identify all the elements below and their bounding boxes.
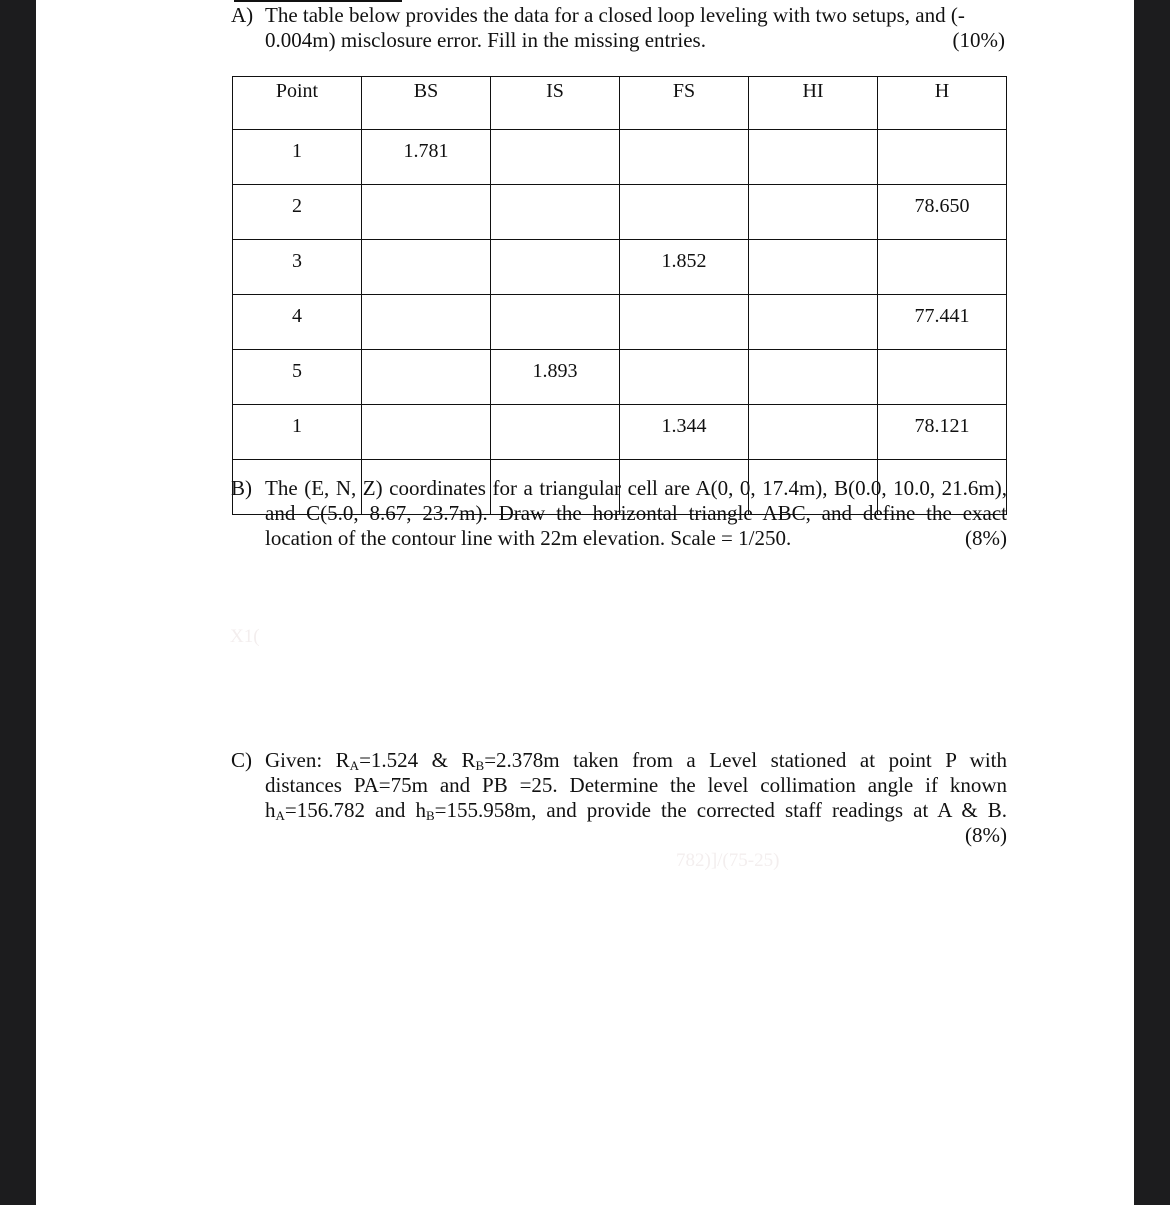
table-cell xyxy=(362,185,491,240)
faint-bleed-text: 782)]/(75-25) xyxy=(676,850,780,871)
table-cell xyxy=(878,240,1007,295)
table-cell: 78.650 xyxy=(878,185,1007,240)
table-cell xyxy=(491,240,620,295)
table-cell xyxy=(749,295,878,350)
table-cell: 1 xyxy=(233,130,362,185)
table-cell xyxy=(749,405,878,460)
table-cell xyxy=(491,295,620,350)
table-row xyxy=(233,295,1007,350)
table-cell xyxy=(362,350,491,405)
table-cell xyxy=(878,350,1007,405)
table-row xyxy=(233,405,1007,460)
table-cell: 1.852 xyxy=(620,240,749,295)
header-bs: BS xyxy=(362,77,491,130)
table-cell xyxy=(749,240,878,295)
table-cell xyxy=(362,240,491,295)
table-cell xyxy=(620,350,749,405)
table-cell: 1.344 xyxy=(620,405,749,460)
part-c-label: C) xyxy=(231,748,252,772)
part-c-line-3: $h_A=156.782$ and $h_B=155.958m$, and provide the corrected staff readings at A & B. xyxy=(265,798,1007,823)
header-fs: FS xyxy=(620,77,749,130)
header-point: Point xyxy=(233,77,362,130)
table-cell xyxy=(362,295,491,350)
part-c-percent: (8%) xyxy=(965,823,1007,847)
table-row xyxy=(233,130,1007,185)
header-rule xyxy=(234,0,402,2)
table-cell xyxy=(620,295,749,350)
header-h: H xyxy=(878,77,1007,130)
part-a-question xyxy=(231,3,1005,53)
part-b-line-1: The (E, N, Z) coordinates for a triangular cell are A(0, 0, 17.4m), B(0.0, 10.0, 21.6m), xyxy=(265,476,1007,500)
table-cell xyxy=(878,130,1007,185)
table-cell xyxy=(491,130,620,185)
table-row xyxy=(233,185,1007,240)
table-header-row xyxy=(233,77,1007,130)
part-b-label: B) xyxy=(231,476,252,500)
part-a-percent: (10%) xyxy=(952,28,1005,52)
part-c-question xyxy=(231,748,1007,847)
table-cell xyxy=(362,405,491,460)
part-b-line-2: and C(5.0, 8.67, 23.7m). Draw the horizontal triangle ABC, and define the exact xyxy=(265,501,1007,525)
table-cell xyxy=(620,185,749,240)
table-cell xyxy=(620,130,749,185)
table-cell: 1.781 xyxy=(362,130,491,185)
table-cell: 1.893 xyxy=(491,350,620,405)
part-b-percent: (8%) xyxy=(965,526,1007,550)
table-row xyxy=(233,240,1007,295)
header-is: IS xyxy=(491,77,620,130)
part-c-line-2: distances PA=75m and PB =25. Determine the level collimation angle if known xyxy=(265,773,1007,797)
document-page xyxy=(36,0,1134,1205)
table-cell xyxy=(749,185,878,240)
part-b-line-3: location of the contour line with 22m elevation. Scale = 1/250. xyxy=(265,526,792,550)
table-cell: 77.441 xyxy=(878,295,1007,350)
table-cell: 2 xyxy=(233,185,362,240)
table-cell xyxy=(749,350,878,405)
faint-bleed-text: X1( xyxy=(230,626,260,647)
table-cell: 78.121 xyxy=(878,405,1007,460)
table-cell xyxy=(491,185,620,240)
table-cell: 3 xyxy=(233,240,362,295)
part-b-question xyxy=(231,476,1007,551)
part-c-line-1: Given: $R_A=1.524$ & $R_B=2.378m$ taken from a Level stationed at point P with xyxy=(265,748,1007,773)
table-cell xyxy=(749,130,878,185)
table-row xyxy=(233,350,1007,405)
part-a-line-1: The table below provides the data for a closed loop leveling with two setups, and (- xyxy=(265,3,965,27)
table-cell: 5 xyxy=(233,350,362,405)
leveling-table xyxy=(232,76,1007,515)
part-a-line-2: 0.004m) misclosure error. Fill in the missing entries. xyxy=(265,28,706,52)
part-a-label: A) xyxy=(231,3,254,27)
table-cell: 1 xyxy=(233,405,362,460)
table-cell: 4 xyxy=(233,295,362,350)
table-cell xyxy=(491,405,620,460)
header-hi: HI xyxy=(749,77,878,130)
